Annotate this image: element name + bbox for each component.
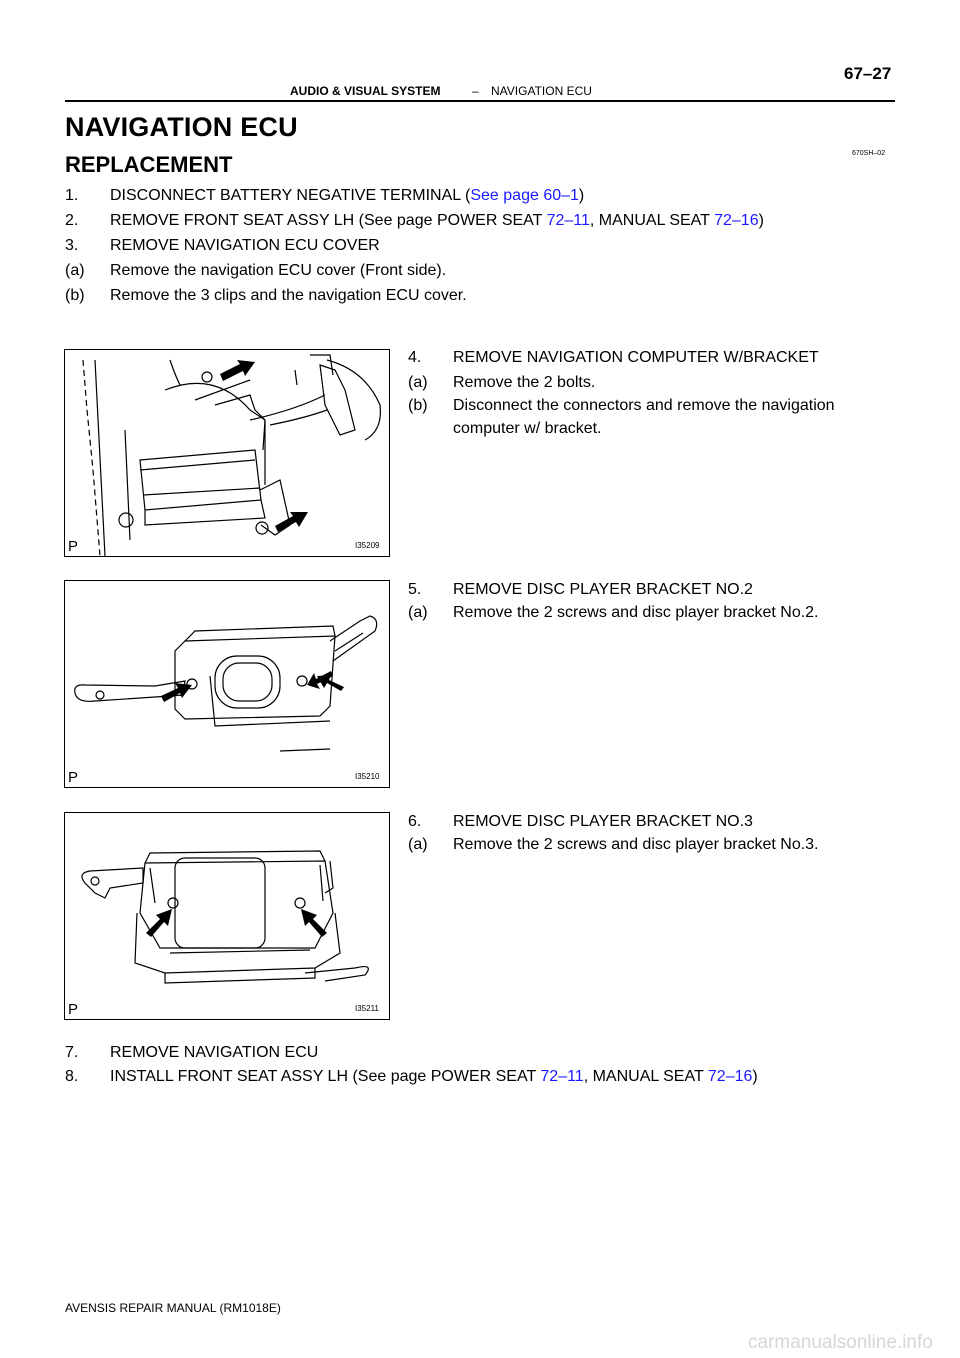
- step-2-link-power-seat[interactable]: 72–11: [546, 212, 590, 229]
- step-2-mid: , MANUAL SEAT: [589, 212, 715, 229]
- step-2-number: 2.: [65, 212, 79, 229]
- step-6-number: 6.: [408, 813, 422, 830]
- step-5-text: REMOVE DISC PLAYER BRACKET NO.2: [453, 581, 753, 598]
- header-section: AUDIO & VISUAL SYSTEM: [290, 84, 441, 98]
- step-1-text: DISCONNECT BATTERY NEGATIVE TERMINAL (: [110, 187, 471, 204]
- step-5-number: 5.: [408, 581, 422, 598]
- step-8-text: INSTALL FRONT SEAT ASSY LH (See page POWER SEAT: [110, 1068, 541, 1085]
- figure-disc-player-bracket-no3: [64, 812, 390, 1020]
- page-number: 67–27: [844, 64, 892, 83]
- step-3a-number: (a): [65, 262, 85, 279]
- figure-disc-player-bracket-no2: [64, 580, 390, 788]
- header-subsection: NAVIGATION ECU: [491, 84, 592, 98]
- step-2-link-manual-seat[interactable]: 72–16: [714, 212, 759, 229]
- step-3-text: REMOVE NAVIGATION ECU COVER: [110, 237, 380, 254]
- step-5a-number: (a): [408, 604, 428, 621]
- step-8-link-manual-seat[interactable]: 72–16: [707, 1068, 753, 1085]
- figure-1-id: I35209: [355, 541, 380, 550]
- step-6a-text: Remove the 2 screws and disc player bracket No.3.: [453, 836, 819, 853]
- step-6a-number: (a): [408, 836, 428, 853]
- step-3b-text: Remove the 3 clips and the navigation ECU cover.: [110, 287, 467, 304]
- step-2-end: ): [758, 212, 764, 229]
- header-dash: –: [472, 84, 479, 98]
- figure-1-p-mark: P: [68, 538, 79, 555]
- step-6-text: REMOVE DISC PLAYER BRACKET NO.3: [453, 813, 753, 830]
- header-rule: [65, 100, 895, 102]
- figure-2-illustration: [65, 581, 389, 787]
- footer-manual-title: AVENSIS REPAIR MANUAL (RM1018E): [65, 1301, 281, 1315]
- step-8-end: ): [752, 1068, 758, 1085]
- step-1-end: ): [578, 187, 585, 204]
- step-2-text: REMOVE FRONT SEAT ASSY LH (See page POWER SEAT: [110, 212, 547, 229]
- step-3-number: 3.: [65, 237, 79, 254]
- figure-1-illustration: [65, 350, 389, 556]
- step-4b-continued: computer w/ bracket.: [453, 420, 602, 437]
- figure-2-p-mark: P: [68, 769, 79, 786]
- step-3a-text: Remove the navigation ECU cover (Front side).: [110, 262, 447, 279]
- page-title: NAVIGATION ECU: [65, 112, 298, 142]
- step-4-number: 4.: [408, 349, 422, 366]
- step-4a-number: (a): [408, 374, 428, 391]
- step-1-link[interactable]: See page 60–1: [470, 187, 579, 204]
- figure-navigation-computer-bracket: [64, 349, 390, 557]
- step-1-number: 1.: [65, 187, 79, 204]
- figure-3-p-mark: P: [68, 1001, 79, 1018]
- step-7-number: 7.: [65, 1044, 79, 1061]
- step-8-number: 8.: [65, 1068, 79, 1085]
- section-subtitle: REPLACEMENT: [65, 152, 233, 177]
- step-8-link-power-seat[interactable]: 72–11: [540, 1068, 584, 1085]
- step-3b-number: (b): [65, 287, 85, 304]
- step-4b-number: (b): [408, 397, 428, 414]
- step-4-text: REMOVE NAVIGATION COMPUTER W/BRACKET: [453, 349, 819, 366]
- doc-code: 670SH–02: [852, 150, 886, 157]
- figure-3-id: I35211: [355, 1004, 379, 1013]
- step-8-mid: , MANUAL SEAT: [583, 1068, 708, 1085]
- watermark: carmanualsonline.info: [748, 1332, 933, 1353]
- step-4b-text: Disconnect the connectors and remove the navigation: [453, 397, 835, 414]
- figure-2-id: I35210: [355, 772, 380, 781]
- step-4a-text: Remove the 2 bolts.: [453, 374, 596, 391]
- step-7-text: REMOVE NAVIGATION ECU: [110, 1044, 319, 1061]
- figure-3-illustration: [65, 813, 389, 1019]
- step-5a-text: Remove the 2 screws and disc player bracket No.2.: [453, 604, 819, 621]
